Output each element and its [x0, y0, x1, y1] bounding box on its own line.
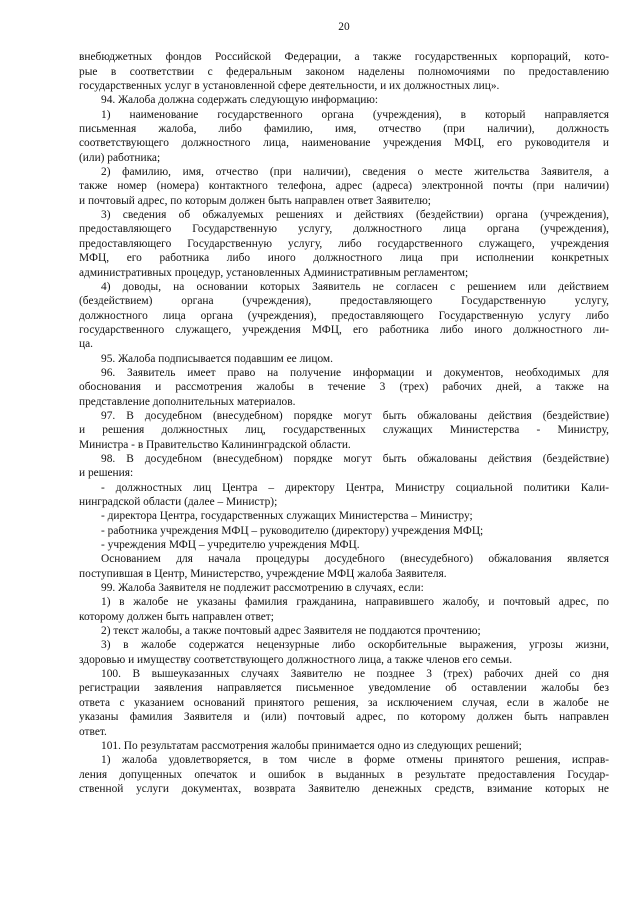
text-line: ца.: [79, 338, 93, 351]
text-line: МФЦ, его работника либо иного должностного лица при исполнении конкретных: [79, 252, 609, 265]
text-line: государственных услуг в установленной сфере деятельности, и их должностных лиц».: [79, 80, 500, 93]
text-line: 97. В досудебном (внесудебном) порядке могут быть обжалованы действия (бездействие): [101, 409, 609, 422]
text-line: и решения:: [79, 467, 134, 480]
text-line: представление дополнительных материалов.: [79, 395, 296, 408]
text-line: 101. По результатам рассмотрения жалобы принимается одно из следующих решений;: [101, 739, 522, 752]
text-line: здоровью и имуществу соответствующего должностного лица, а также членов его семьи.: [79, 653, 513, 666]
text-line: соответствующего должностного лица, наименование учреждения МФЦ, его руководителя и: [79, 137, 609, 150]
text-line: ления допущенных опечаток и ошибок в выданных в результате предоставления Государ-: [79, 768, 609, 781]
document-body: [79, 50, 609, 796]
text-line: 3) сведения об обжалуемых решениях и действиях (бездействии) органа (учреждения),: [101, 209, 609, 222]
text-line: и решения должностных лиц, государственных служащих Министерства - Министру,: [79, 424, 609, 437]
text-line: ответа с указанием оснований принятого решения, за исключением случая, если в жалобе не: [79, 696, 609, 709]
text-line: 100. В вышеуказанных случаях Заявителю не позднее 3 (трех) рабочих дней со дня: [101, 668, 609, 681]
text-line: ответ.: [79, 725, 107, 738]
text-line: которому должен быть направлен ответ;: [79, 610, 274, 623]
text-line: 4) доводы, на основании которых Заявитель не согласен с решением или действием: [101, 280, 609, 293]
text-line: должностного лица органа (учреждения), предоставляющего Государственную услугу либо: [79, 309, 609, 322]
text-line: 3) в жалобе содержатся нецензурные либо оскорбительные выражения, угрозы жизни,: [101, 639, 609, 652]
text-line: государственного служащего, учреждения МФЦ, его работника либо иного должностного ли-: [79, 323, 609, 336]
text-line: внебюджетных фондов Российской Федерации, а также государственных корпораций, кото-: [79, 51, 609, 64]
text-line: - должностных лиц Центра – директору Центра, Министру социальной политики Кали-: [101, 481, 609, 494]
text-line: 96. Заявитель имеет право на получение информации и документов, необходимых для: [101, 366, 609, 379]
text-line: также номер (номера) контактного телефона, адрес (адреса) электронной почты (при наличии): [79, 180, 609, 193]
text-line: Основанием для начала процедуры досудебного (внесудебного) обжалования является: [101, 553, 609, 566]
text-line: Министра - в Правительство Калининградской области.: [79, 438, 351, 451]
text-line: предоставляющего Государственную услугу, либо государственного служащего, учреждения: [79, 237, 609, 250]
text-line: указаны фамилия Заявителя и (или) почтовый адрес, по которому должен быть направлен: [79, 711, 609, 724]
text-line: (бездействием) органа (учреждения), предоставляющего Государственную услугу,: [79, 295, 609, 308]
text-line: 95. Жалоба подписывается подавшим ее лицом.: [101, 352, 333, 365]
text-line: 2) текст жалобы, а также почтовый адрес Заявителя не поддаются прочтению;: [101, 625, 481, 638]
text-line: письменная жалоба, либо фамилию, имя, отчество (при наличии), должность: [79, 123, 609, 136]
text-line: обоснования и рассмотрения жалобы в течение 3 (трех) рабочих дней, а также на: [79, 381, 609, 394]
text-line: ственной услуги документах, возврата Заявителю денежных средств, взимание которых не: [79, 782, 609, 795]
text-line: предоставляющего Государственную услугу, должностного лица органа (учреждения),: [79, 223, 609, 236]
text-line: регистрации заявления направляется письменное уведомление об оставлении жалобы без: [79, 682, 609, 695]
text-line: (или) работника;: [79, 151, 161, 164]
text-line: 2) фамилию, имя, отчество (при наличии), сведения о месте жительства Заявителя, а: [101, 166, 609, 179]
text-line: 94. Жалоба должна содержать следующую информацию:: [101, 94, 379, 107]
text-line: рые в соответствии с федеральным законом наделены полномочиями по предоставлению: [79, 65, 609, 78]
text-line: поступившая в Центр, Министерство, учреждение МФЦ жалоба Заявителя.: [79, 567, 447, 580]
text-line: 1) наименование государственного органа (учреждения), в который направляется: [101, 108, 609, 121]
text-line: - учреждения МФЦ – учредителю учреждения МФЦ.: [101, 539, 360, 552]
text-line: 1) жалоба удовлетворяется, в том числе в форме отмены принятого решения, исправ-: [101, 754, 609, 767]
text-line: административных процедур, установленных Административным регламентом;: [79, 266, 469, 279]
text-line: и почтовый адрес, по которым должен быть направлен ответ Заявителю;: [79, 194, 431, 207]
text-line: 1) в жалобе не указаны фамилия гражданина, направившего жалобу, и почтовый адрес, по: [101, 596, 609, 609]
text-line: 98. В досудебном (внесудебном) порядке могут быть обжалованы действия (бездействие): [101, 452, 609, 465]
page-number: 20: [338, 21, 350, 33]
text-line: - директора Центра, государственных служащих Министерства – Министру;: [101, 510, 473, 523]
text-line: 99. Жалоба Заявителя не подлежит рассмотрению в случаях, если:: [101, 582, 424, 595]
text-line: нинградской области (далее – Министр);: [79, 496, 278, 508]
text-line: - работника учреждения МФЦ – руководителю (директору) учреждения МФЦ;: [101, 524, 484, 537]
